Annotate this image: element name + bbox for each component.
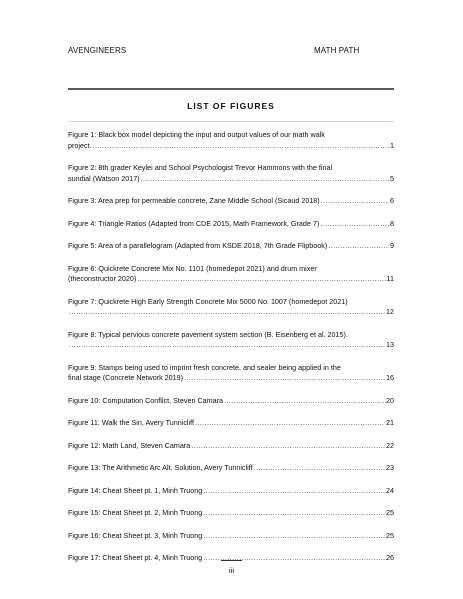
figure-caption: (theconstructor 2020) xyxy=(68,274,137,283)
figure-page-number: 25 xyxy=(386,530,394,540)
figure-caption: Figure 5: Area of a parallelogram (Adapted from KSDE 2018, 7th Grade Flipbook) xyxy=(68,241,328,250)
figure-caption: Figure 14: Cheat Sheet pt. 1, Minh Truong xyxy=(68,485,203,495)
figure-list-entry[interactable] xyxy=(68,508,394,519)
figure-list xyxy=(68,130,394,576)
figure-page-number: 11 xyxy=(386,274,394,283)
figure-page-number: 6 xyxy=(390,196,394,205)
dot-leader xyxy=(203,553,385,564)
title-rule-top xyxy=(68,88,394,90)
figure-caption: final stage (Concrete Network 2019) xyxy=(68,373,184,382)
figure-caption: sundial (Watson 2017) xyxy=(68,173,140,183)
figure-list-entry[interactable] xyxy=(68,130,394,151)
figure-caption-first-line: Figure 6: Quickrete Concrete Mix No. 1101 (homedepot 2021) and drum mixer xyxy=(68,263,317,273)
figure-page-number: 12 xyxy=(386,307,394,316)
figure-list-entry[interactable] xyxy=(68,441,394,452)
figure-page-number: 24 xyxy=(386,485,394,495)
figure-page-number: 22 xyxy=(386,440,394,450)
figure-list-entry[interactable] xyxy=(68,463,394,474)
dot-leader xyxy=(93,141,389,152)
dot-leader xyxy=(69,307,385,318)
figure-caption-first-line: Figure 1: Black box model depicting the input and output values of our math walk xyxy=(68,130,325,139)
figure-list-entry[interactable] xyxy=(68,418,394,429)
running-header-left: AVENGINEERS xyxy=(68,46,127,55)
figure-page-number: 20 xyxy=(386,395,394,405)
figure-caption: Figure 11: Walk the Sin, Avery Tunnicliff xyxy=(68,418,194,427)
figure-caption: Figure 17: Cheat Sheet pt. 4, Minh Truong xyxy=(68,553,203,562)
footer-rule xyxy=(221,560,242,561)
figure-caption-first-line: Figure 8: Typical pervious concrete pavement system section (B. Eisenberg et al. 2015). xyxy=(68,329,348,339)
figure-caption-first-line: Figure 2: 8th grader Keylei and School Psychologist Trevor Hammons with the final xyxy=(68,163,333,172)
dot-leader xyxy=(321,196,389,207)
figure-caption: Figure 13: The Arithmetic Arc Alt. Solution, Avery Tunnicliff xyxy=(68,463,253,472)
figure-list-entry[interactable] xyxy=(68,297,394,318)
figure-caption: Figure 10: Computation Conflict, Steven Camara xyxy=(68,395,224,405)
dot-leader xyxy=(203,531,385,542)
figure-list-entry[interactable] xyxy=(68,486,394,497)
dot-leader xyxy=(224,396,385,407)
dot-leader xyxy=(254,463,385,474)
figure-caption: Figure 4: Triangle Ratios (Adapted from CDE 2015, Math Framework, Grade 7) xyxy=(68,218,320,228)
figure-caption-first-line: Figure 7: Quickrete High Early Strength Concrete Mix 5000 No. 1007 (homedepot 2021) xyxy=(68,296,348,306)
figure-list-entry[interactable] xyxy=(68,219,394,230)
title-rule-bottom xyxy=(68,121,394,122)
dot-leader xyxy=(320,219,389,230)
dot-leader xyxy=(141,174,389,185)
list-of-figures-title: LIST OF FIGURES xyxy=(187,101,275,111)
figure-page-number: 26 xyxy=(386,553,394,562)
dot-leader xyxy=(184,373,385,384)
dot-leader xyxy=(328,241,389,252)
figure-caption-first-line: Figure 9: Stamps being used to imprint fresh concrete, and sealer being applied in the xyxy=(68,362,341,372)
figure-list-entry[interactable] xyxy=(68,241,394,252)
figure-list-entry[interactable] xyxy=(68,196,394,207)
figure-caption: Figure 3: Area prep for permeable concrete, Zane Middle School (Sicaud 2018) xyxy=(68,196,320,205)
figure-page-number: 9 xyxy=(390,241,394,250)
figure-caption: Figure 12: Math Land, Steven Camara xyxy=(68,440,191,450)
figure-page-number: 13 xyxy=(386,340,394,349)
figure-list-entry[interactable] xyxy=(68,553,394,564)
figure-caption: Figure 15: Cheat Sheet pt. 2, Minh Truong xyxy=(68,508,203,517)
dot-leader xyxy=(203,508,385,519)
dot-leader xyxy=(137,274,385,285)
dot-leader xyxy=(69,340,385,351)
figure-list-entry[interactable] xyxy=(68,264,394,285)
figure-page-number: 25 xyxy=(386,508,394,517)
dot-leader xyxy=(203,486,385,497)
figure-list-entry[interactable] xyxy=(68,163,394,184)
figure-list-entry[interactable] xyxy=(68,531,394,542)
figure-list-entry[interactable] xyxy=(68,396,394,407)
dot-leader xyxy=(191,441,385,452)
dot-leader xyxy=(195,418,385,429)
figure-list-entry[interactable] xyxy=(68,330,394,351)
running-header-right: MATH PATH xyxy=(314,46,360,55)
figure-list-entry[interactable] xyxy=(68,363,394,384)
figure-caption: Figure 16: Cheat Sheet pt. 3, Minh Truong xyxy=(68,530,203,540)
figure-page-number: 1 xyxy=(390,140,394,150)
figure-page-number: 5 xyxy=(390,173,394,183)
page-number: iii xyxy=(229,566,234,575)
figure-page-number: 16 xyxy=(386,373,394,382)
figure-page-number: 8 xyxy=(390,218,394,228)
figure-page-number: 21 xyxy=(386,418,394,427)
figure-caption: project. xyxy=(68,140,92,150)
figure-page-number: 23 xyxy=(386,463,394,472)
